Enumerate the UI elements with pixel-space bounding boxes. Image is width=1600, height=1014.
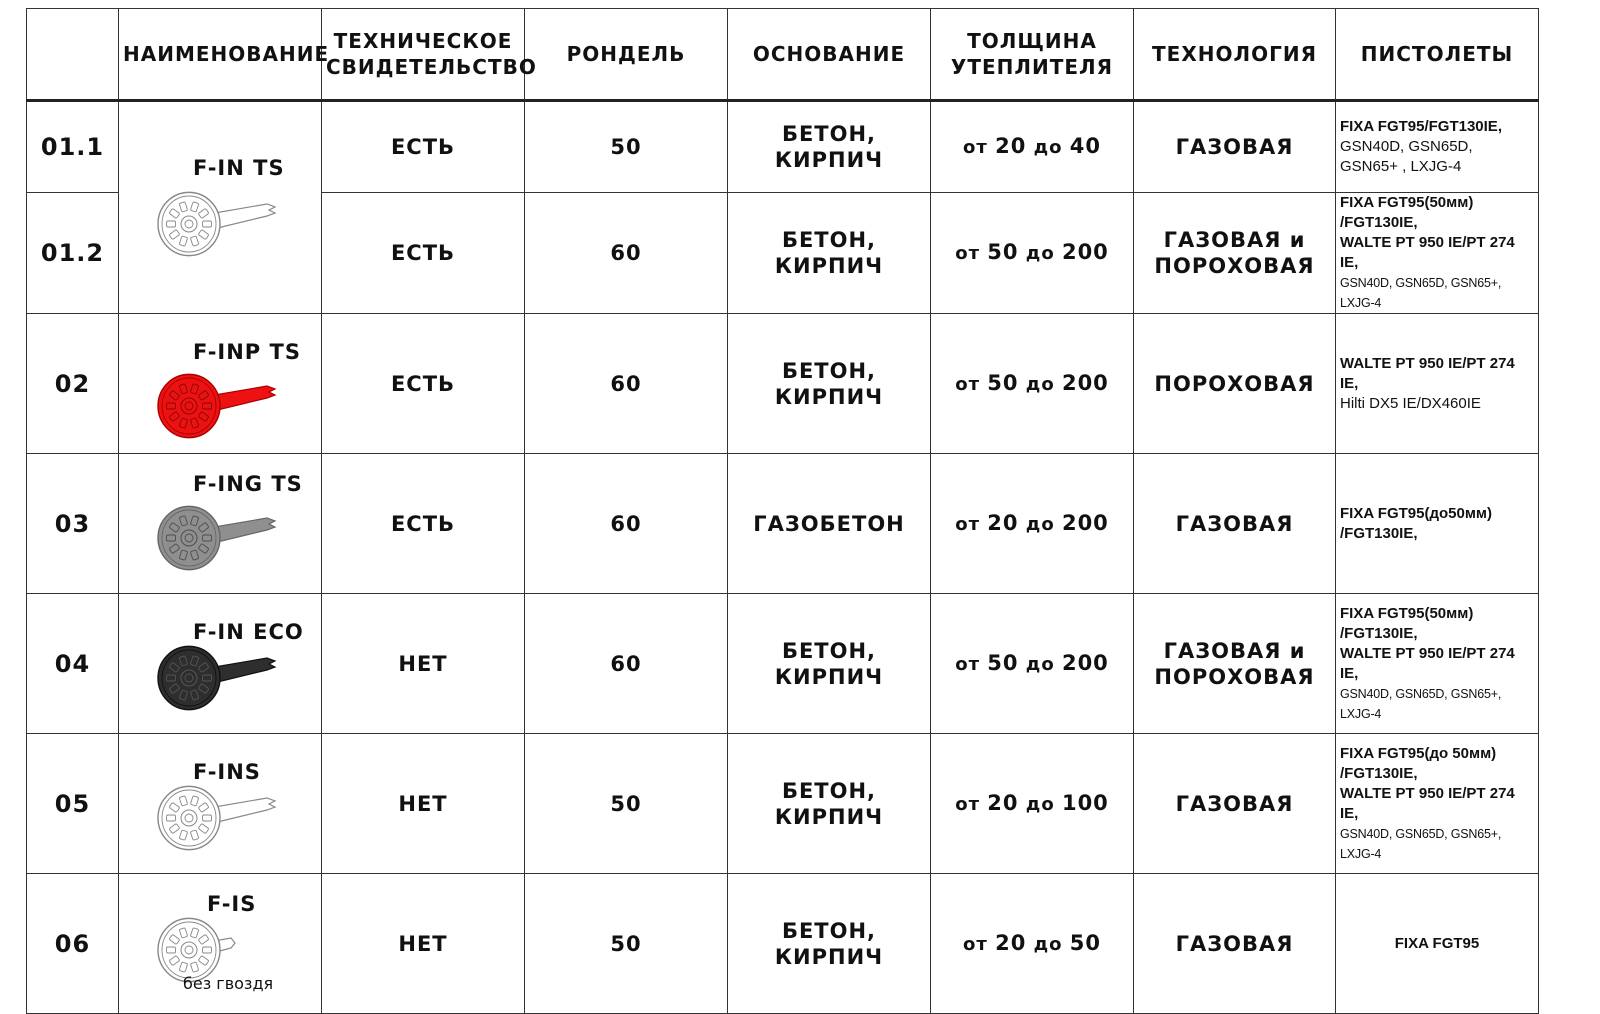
thickness-min: 50 (987, 370, 1019, 395)
cert-value: НЕТ (322, 734, 525, 874)
thickness-from: от (955, 653, 988, 675)
product-name: F-INS (193, 760, 261, 784)
base-value (728, 734, 931, 874)
row-number: 01.2 (27, 193, 119, 314)
tech-line1: ГАЗОВАЯ (1175, 511, 1294, 536)
washer-value: 60 (525, 314, 728, 454)
base-line1: БЕТОН, (781, 918, 877, 943)
gun-line: FIXA FGT95(50мм) (1340, 194, 1474, 211)
tech-value (1134, 734, 1336, 874)
tech-line1: ГАЗОВАЯ (1175, 791, 1294, 816)
gun-line: /FGT130IE, (1340, 524, 1418, 542)
header-thickness-line1: ТОЛЩИНА (967, 29, 1097, 53)
base-line2: КИРПИЧ (774, 944, 884, 969)
thickness-from: от (955, 513, 988, 535)
dowel-icon (157, 636, 287, 714)
header-tech-text: ТЕХНОЛОГИЯ (1152, 42, 1317, 66)
table-row (27, 454, 1539, 594)
header-guns (1336, 9, 1539, 101)
thickness-max: 40 (1069, 134, 1101, 158)
tech-value (1134, 874, 1336, 1014)
thickness-to: до (1018, 793, 1062, 815)
product-name: F-IN TS (193, 155, 285, 180)
thickness-max: 200 (1061, 510, 1109, 535)
thickness-min: 20 (995, 134, 1027, 158)
gun-line: WALTE PT 950 IE/PT 274 IE, (1340, 784, 1515, 822)
base-line2: КИРПИЧ (774, 384, 884, 409)
cert-value: НЕТ (322, 594, 525, 734)
thickness-min: 20 (987, 510, 1019, 535)
tech-line1: ГАЗОВАЯ и (1163, 228, 1306, 252)
thickness-value (931, 454, 1134, 594)
thickness-value (931, 594, 1134, 734)
thickness-max: 200 (1061, 240, 1109, 264)
tech-value (1134, 594, 1336, 734)
tech-value (1134, 101, 1336, 193)
header-guns-text: ПИСТОЛЕТЫ (1360, 42, 1514, 66)
thickness-value (931, 874, 1134, 1014)
thickness-max: 50 (1069, 930, 1101, 955)
gun-line: FIXA FGT95(до 50мм) (1340, 744, 1497, 762)
product-name: F-IN ECO (193, 620, 304, 644)
tech-line1: ГАЗОВАЯ (1175, 931, 1294, 956)
product-cell-f-is (119, 874, 322, 1014)
thickness-from: от (955, 243, 988, 264)
cert-value: ЕСТЬ (322, 193, 525, 314)
header-cert-line1: ТЕХНИЧЕСКОЕ (333, 29, 513, 53)
header-name-text: НАИМЕНОВАНИЕ (123, 42, 330, 66)
gun-line: GSN40D, GSN65D, GSN65+, LXJG-4 (1340, 276, 1502, 310)
thickness-value (931, 734, 1134, 874)
guns-value (1336, 454, 1539, 594)
washer-value: 60 (525, 594, 728, 734)
guns-value (1336, 734, 1539, 874)
product-name: F-INP TS (193, 340, 301, 364)
washer-value: 50 (525, 874, 728, 1014)
gun-line: GSN40D, GSN65D, (1340, 138, 1473, 155)
header-thickness-line2: УТЕПЛИТЕЛЯ (950, 55, 1114, 79)
dowel-icon (157, 364, 287, 442)
base-line2: КИРПИЧ (774, 148, 884, 172)
tech-line2: ПОРОХОВАЯ (1154, 254, 1315, 278)
thickness-min: 50 (987, 650, 1019, 675)
cert-value: НЕТ (322, 874, 525, 1014)
washer-value: 50 (525, 734, 728, 874)
guns-value (1336, 314, 1539, 454)
tech-line1: ГАЗОВАЯ и (1163, 638, 1306, 663)
washer-value: 60 (525, 193, 728, 314)
table-row (27, 101, 1539, 193)
table-row (27, 874, 1539, 1014)
row-number: 04 (27, 594, 119, 734)
washer-disk (158, 506, 220, 569)
guns-value (1336, 594, 1539, 734)
gun-line: /FGT130IE, (1340, 764, 1418, 782)
tech-line2: ПОРОХОВАЯ (1154, 664, 1315, 689)
dowel-icon (157, 776, 287, 854)
base-line2: КИРПИЧ (774, 254, 884, 278)
guns-value (1336, 874, 1539, 1014)
gun-line: WALTE PT 950 IE/PT 274 IE, (1340, 644, 1515, 682)
thickness-to: до (1026, 933, 1070, 955)
product-note: без гвоздя (183, 974, 274, 993)
thickness-to: до (1018, 513, 1062, 535)
thickness-to: до (1018, 653, 1062, 675)
gun-line: FIXA FGT95 (1394, 934, 1480, 952)
product-cell-f-inp-ts (119, 314, 322, 454)
header-washer (525, 9, 728, 101)
header-washer-text: РОНДЕЛЬ (566, 42, 686, 66)
row-number: 02 (27, 314, 119, 454)
base-line1: БЕТОН, (781, 638, 877, 663)
base-line2: КИРПИЧ (774, 804, 884, 829)
gun-line: WALTE PT 950 IE/PT 274 IE, (1340, 234, 1515, 271)
base-value (728, 594, 931, 734)
table-row (27, 594, 1539, 734)
tech-value (1134, 193, 1336, 314)
thickness-min: 20 (995, 930, 1027, 955)
product-cell-f-ins (119, 734, 322, 874)
header-cert-line2: СВИДЕТЕЛЬСТВО (326, 55, 537, 79)
gun-line: GSN65+ , LXJG-4 (1340, 158, 1462, 175)
gun-line: FIXA FGT95/FGT130IE, (1340, 118, 1502, 135)
row-number: 06 (27, 874, 119, 1014)
thickness-value (931, 193, 1134, 314)
tech-line1: ГАЗОВАЯ (1175, 135, 1294, 159)
thickness-max: 200 (1061, 370, 1109, 395)
base-line1: БЕТОН, (781, 778, 877, 803)
washer-disk (158, 192, 220, 255)
washer-disk (158, 374, 220, 437)
thickness-to: до (1026, 137, 1070, 158)
header-base-text: ОСНОВАНИЕ (752, 42, 906, 66)
thickness-to: до (1018, 243, 1062, 264)
header-num (27, 9, 119, 101)
thickness-value (931, 314, 1134, 454)
product-name: F-IS (207, 892, 257, 916)
gun-line: /FGT130IE, (1340, 624, 1418, 642)
guns-value (1336, 101, 1539, 193)
thickness-to: до (1018, 373, 1062, 395)
base-value (728, 314, 931, 454)
guns-value (1336, 193, 1539, 314)
washer-disk (158, 786, 220, 849)
tech-line1: ПОРОХОВАЯ (1154, 371, 1315, 396)
base-value (728, 874, 931, 1014)
dowel-icon (157, 496, 287, 574)
row-number: 03 (27, 454, 119, 594)
gun-line: Hilti DX5 IE/DX460IE (1340, 394, 1481, 412)
row-number: 01.1 (27, 101, 119, 193)
dowel-icon (157, 182, 287, 260)
product-cell-f-in-ts (119, 101, 322, 314)
base-line1: ГАЗОБЕТОН (753, 511, 905, 536)
thickness-from: от (963, 933, 996, 955)
washer-disk (158, 918, 220, 981)
base-line2: КИРПИЧ (774, 664, 884, 689)
thickness-from: от (955, 373, 988, 395)
thickness-from: от (963, 137, 996, 158)
thickness-max: 100 (1061, 790, 1109, 815)
gun-line: WALTE PT 950 IE/PT 274 IE, (1340, 354, 1515, 392)
header-tech (1134, 9, 1336, 101)
base-line1: БЕТОН, (781, 358, 877, 383)
gun-line: FIXA FGT95(до50мм) (1340, 504, 1493, 522)
thickness-from: от (955, 793, 988, 815)
base-line1: БЕТОН, (781, 122, 877, 146)
product-cell-f-in-eco (119, 594, 322, 734)
base-value (728, 193, 931, 314)
base-value (728, 454, 931, 594)
row-number: 05 (27, 734, 119, 874)
header-cert (322, 9, 537, 101)
gun-line: GSN40D, GSN65D, GSN65+, LXJG-4 (1340, 686, 1502, 721)
header-row (27, 9, 1539, 101)
header-thickness (931, 9, 1134, 101)
gun-line: /FGT130IE, (1340, 214, 1418, 231)
tech-value (1134, 454, 1336, 594)
gun-line: GSN40D, GSN65D, GSN65+, LXJG-4 (1340, 826, 1502, 861)
base-line1: БЕТОН, (781, 228, 877, 252)
thickness-min: 50 (987, 240, 1019, 264)
base-value (728, 101, 931, 193)
table-row (27, 734, 1539, 874)
washer-value: 50 (525, 101, 728, 193)
gun-line: FIXA FGT95(50мм) (1340, 604, 1474, 622)
thickness-min: 20 (987, 790, 1019, 815)
product-cell-f-ing-ts (119, 454, 322, 594)
washer-value: 60 (525, 454, 728, 594)
header-base (728, 9, 931, 101)
cert-value: ЕСТЬ (322, 454, 525, 594)
product-name: F-ING TS (193, 472, 303, 496)
tech-value (1134, 314, 1336, 454)
fastener-spec-table (26, 8, 1539, 1014)
thickness-value (931, 101, 1134, 193)
cert-value: ЕСТЬ (322, 314, 525, 454)
table-row (27, 314, 1539, 454)
washer-disk (158, 646, 220, 709)
thickness-max: 200 (1061, 650, 1109, 675)
cert-value: ЕСТЬ (322, 101, 525, 193)
header-name (119, 9, 330, 101)
